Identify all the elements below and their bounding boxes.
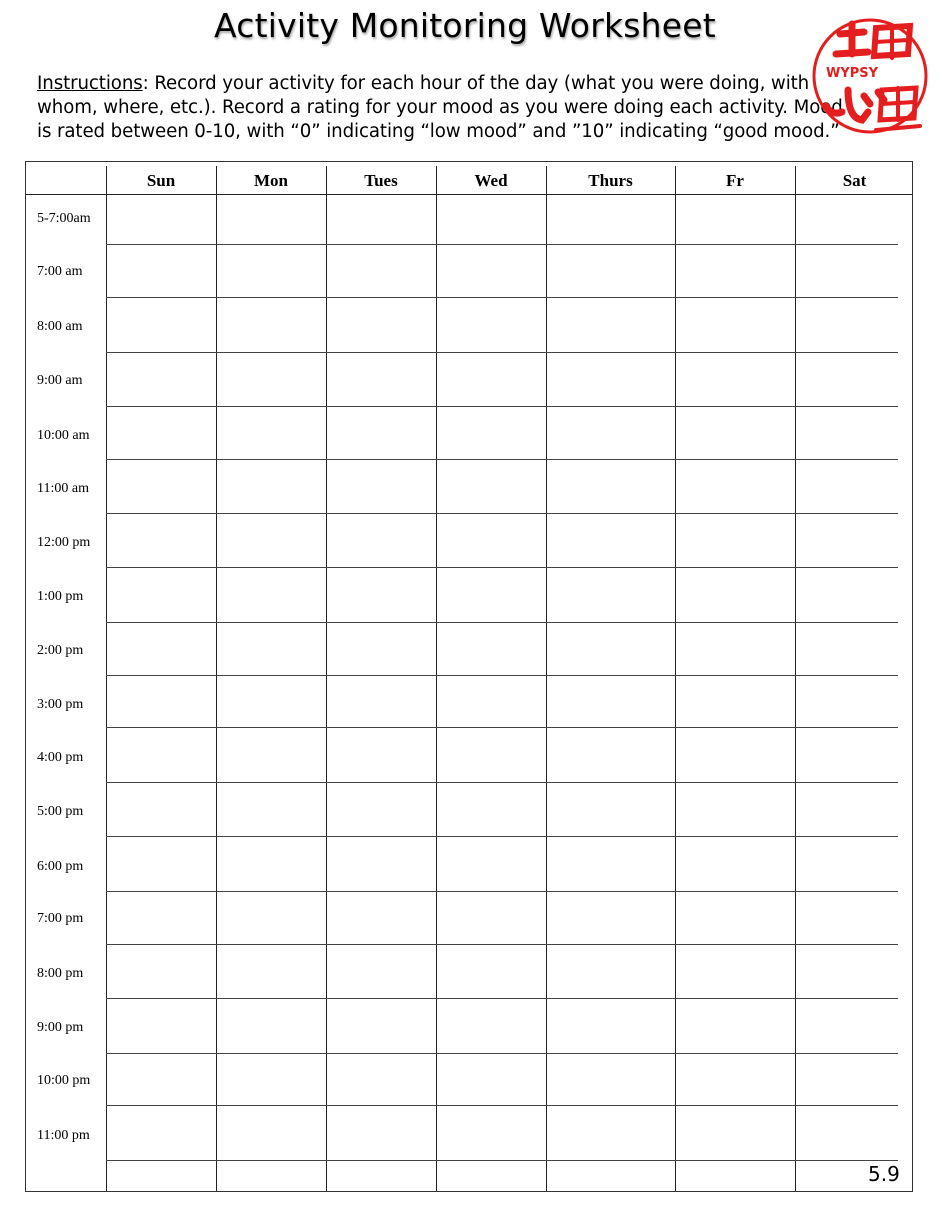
column-divider [106,166,107,1191]
seal-text: WYPSY [826,66,879,81]
day-header-thurs: Thurs [588,171,633,190]
time-label: 9:00 pm [37,1020,84,1035]
row-divider [106,836,898,837]
row-divider [106,513,898,514]
row-divider [106,567,898,568]
row-divider [106,1105,898,1106]
column-divider [216,166,217,1191]
row-divider [106,622,898,623]
time-label: 12:00 pm [37,535,91,550]
column-divider [795,166,796,1191]
time-label: 7:00 pm [37,911,84,926]
row-divider [106,891,898,892]
time-label: 10:00 am [37,428,90,443]
day-header-mon: Mon [254,171,288,190]
time-label: 8:00 pm [37,966,84,981]
time-label: 1:00 pm [37,589,84,604]
time-label: 11:00 pm [37,1128,90,1143]
row-divider [106,675,898,676]
time-label: 10:00 pm [37,1073,91,1088]
column-divider [326,166,327,1191]
header-row-divider [26,194,912,195]
time-label: 5:00 pm [37,804,84,819]
instructions-body: : Record your activity for each hour of the day (what you were doing, with whom, where, etc.). Record a rating for your mood as you were doing each activity. Mood is rated between 0-10, with “0” indicating “low mood” and ”10” indicating “good mood.” [37,73,843,142]
row-divider [106,406,898,407]
row-divider [106,297,898,298]
instructions-label: Instructions [37,73,143,94]
day-header-sat: Sat [842,171,867,190]
seal-logo [812,14,930,142]
day-header-tues: Tues [364,171,398,190]
row-divider [106,727,898,728]
time-label: 5-7:00am [37,211,91,226]
row-divider [106,782,898,783]
page-number: 5.9 [868,1162,900,1186]
time-label: 11:00 am [37,481,89,496]
column-divider [436,166,437,1191]
time-label: 4:00 pm [37,750,84,765]
time-label: 7:00 am [37,264,83,279]
column-divider [675,166,676,1191]
time-label: 2:00 pm [37,643,84,658]
day-header-fr: Fr [726,171,744,190]
time-label: 8:00 am [37,319,83,334]
time-label: 6:00 pm [37,859,84,874]
activity-table [25,161,913,1192]
day-header-sun: Sun [146,171,176,190]
row-divider [106,459,898,460]
row-divider [106,244,898,245]
time-label: 9:00 am [37,373,83,388]
instructions-text [37,72,857,144]
row-divider [106,944,898,945]
day-header-wed: Wed [474,171,508,190]
page-title: Activity Monitoring Worksheet [214,6,716,45]
row-divider [106,998,898,999]
time-label: 3:00 pm [37,697,84,712]
row-divider [106,1053,898,1054]
row-divider [106,352,898,353]
column-divider [546,166,547,1191]
row-divider [106,1160,898,1161]
